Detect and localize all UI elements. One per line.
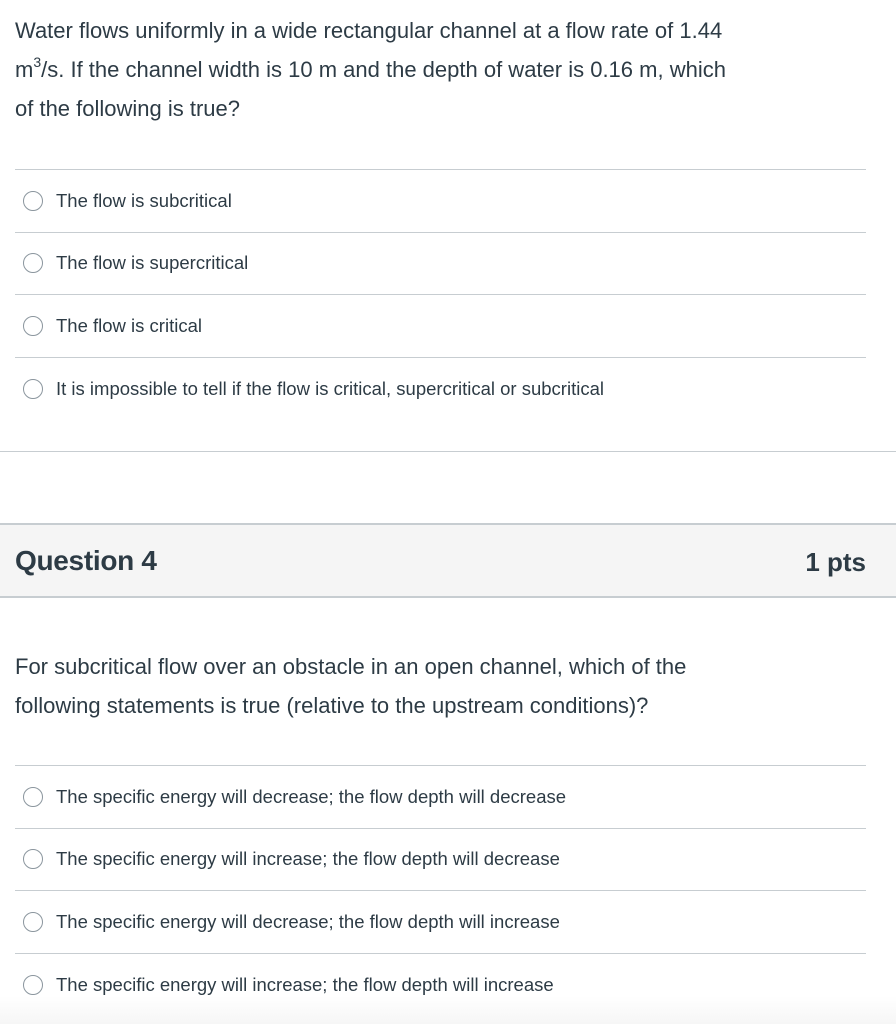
question-4-header <box>0 523 896 598</box>
question-4-answers <box>15 765 866 1016</box>
answer-option[interactable] <box>15 170 866 233</box>
answer-label: The flow is subcritical <box>56 189 232 211</box>
radio-button[interactable] <box>23 975 43 995</box>
answer-option[interactable] <box>15 766 866 829</box>
question-3-line-2 <box>15 50 860 89</box>
question-4-title: Question 4 <box>15 545 157 576</box>
answer-label: The specific energy will increase; the flow depth will decrease <box>56 848 560 870</box>
question-4-line-1: For subcritical flow over an obstacle in an open channel, which of the <box>15 654 687 679</box>
question-3-line-3: of the following is true? <box>15 96 241 121</box>
question-3-unit: m <box>15 57 34 82</box>
page-bottom-shade <box>0 996 896 1024</box>
radio-button[interactable] <box>23 849 43 869</box>
radio-button[interactable] <box>23 253 43 273</box>
question-4-text <box>15 647 860 725</box>
answer-option[interactable] <box>15 829 866 892</box>
answer-option[interactable] <box>15 233 866 296</box>
radio-button[interactable] <box>23 316 43 336</box>
answer-option[interactable] <box>15 358 866 421</box>
radio-button[interactable] <box>23 191 43 211</box>
answer-option[interactable] <box>15 295 866 358</box>
answer-option[interactable] <box>15 891 866 954</box>
answer-label: The flow is critical <box>56 314 202 336</box>
answer-label: The specific energy will increase; the flow depth will increase <box>56 973 554 995</box>
question-4-line-2: following statements is true (relative to the upstream conditions)? <box>15 693 649 718</box>
answer-label: The flow is supercritical <box>56 252 249 274</box>
answer-label: It is impossible to tell if the flow is critical, supercritical or subcritical <box>56 377 604 399</box>
radio-button[interactable] <box>23 379 43 399</box>
question-3-line-2-rest: /s. If the channel width is 10 m and the depth of water is 0.16 m, which <box>41 57 726 82</box>
question-divider <box>0 451 896 452</box>
answer-label: The specific energy will decrease; the flow depth will decrease <box>56 785 567 807</box>
radio-button[interactable] <box>23 912 43 932</box>
radio-button[interactable] <box>23 787 43 807</box>
question-3-text <box>15 11 860 128</box>
question-3-answers <box>15 169 866 420</box>
answer-label: The specific energy will decrease; the flow depth will increase <box>56 910 560 932</box>
question-3-line-1: Water flows uniformly in a wide rectangular channel at a flow rate of 1.44 <box>15 18 723 43</box>
question-3-superscript: 3 <box>33 53 42 70</box>
question-4-points: 1 pts <box>805 547 866 577</box>
